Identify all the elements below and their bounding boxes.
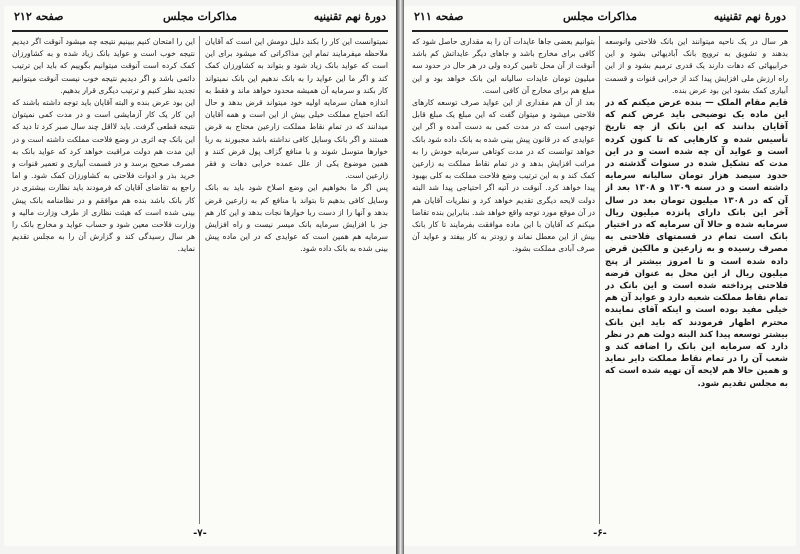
right-page [404, 6, 796, 546]
right-column-right [605, 36, 788, 524]
paragraph: این بود عرض بنده و البته آقایان باید توجه داشته باشند که این کار یک کار آزمایشی است و در مدت کمی نمیتوان نتیجه قطعی گرفت. باید لااقل چند سال صبر کرد تا دید که این بانک چه اثری در وضع فلاحت مملکت داشته است و در این مدت هم دولت مراقبت خواهد کرد که عواید بانک به مصرف صحیح برسد و در قسمت آبیاری و تعمیر قنوات و خرید بذر و ادوات فلاحتی به کشاورزان کمک شود. و اما راجع به تقاضای آقایان که فرمودند باید نظارت بیشتری در کار بانک باشد بنده هم موافقم و در نظامنامه بانک پیش بینی شده است که هیئت نظاری از طرف وزارت مالیه و وزارت فلاحت معین شود و حساب عواید و مخارج بانک را هر سال رسیدگی کند و گزارش آن را به مجلس تقدیم نماید. [12, 98, 195, 254]
right-page-number: -۶- [593, 528, 607, 539]
left-page-number: -۷- [193, 528, 207, 539]
right-session-title: دورهٔ نهم تقنینیه [713, 10, 786, 23]
right-column-left [412, 36, 595, 524]
left-header-rule [12, 30, 388, 32]
right-header-rule [412, 30, 788, 32]
left-page-header [4, 10, 396, 28]
book-gutter [396, 0, 404, 554]
left-column-divider [199, 36, 200, 524]
paragraph: هر سال در یک ناحیه میتوانند این بانک فلاحتی وانوسعه بدهند و تشویق به ترویج بانک آبادیهائی بشود و این خرابیهائی که دهات دارند یک قدری ترمیم بشود و از این راه ارزش ملی افزایش پیدا کند از خرابی قنوات و قسمت آبیاری کمک بشود این بود عرض بنده. [605, 37, 788, 95]
right-journal-title: مذاکرات مجلس [563, 10, 637, 23]
left-column-right [205, 36, 388, 524]
paragraph: بتوانیم بعضی جاها عایدات آن را به مقداری حاصل شود که کافی برای مخارج باشد و جاهای دیگر عایداتش کم باشد آنوقت از آن محل تامین کرده ولی در هر حال در حدود سه میلیون تومان عایدات سالیانه این بانک خواهد بود و این مبلغ هم برای مخارج آن کافی است. [412, 37, 595, 95]
paragraph: بعد از آن هم مقداری از این عواید صرف توسعه کارهای فلاحتی میشود و میتوان گفت که این مبلغ یک مبلغ قابل توجهی است که در مدت کمی به دست آمده و اگر این عوایدی که در قانون پیش بینی شده به بانک داده شود بانک خواهد توانست که در مدت کوتاهی سرمایه خودش را به مراتب افزایش بدهد و در تمام نقاط مملکت به زارعین کمک کند و به این ترتیب وضع فلاحت مملکت به کلی بهبود پیدا خواهد کرد. آنوقت در آتیه اگر احتیاجی پیدا شد البته دولت لایحه دیگری تقدیم خواهد کرد و نظریات آقایان هم در آن موقع مورد توجه واقع خواهد شد. بنابراین بنده تقاضا میکنم که آقایان با این ماده موافقت بفرمایند تا کار بانک بیش از این معطل نماند و زودتر به کار بیفتد و عواید آن صرف آبادی مملکت بشود. [412, 98, 595, 254]
right-page-label: صفحه ۲۱۱ [414, 10, 464, 23]
left-session-title: دورهٔ نهم تقنینیه [313, 10, 386, 23]
right-page-header [404, 10, 796, 28]
paragraph: این را امتحان کنیم ببینیم نتیجه چه میشود آنوقت اگر دیدیم نتیجه خوب است و عواید بانک زیاد شده و به کشاورزان کمک کرده است آنوقت میتوانیم بگوییم که باید این ترتیب دائمی باشد و اگر دیدیم نتیجه خوب نیست آنوقت میتوانیم تجدید نظر کنیم و ترتیب دیگری قرار بدهیم. [12, 37, 195, 95]
left-journal-title: مذاکرات مجلس [163, 10, 237, 23]
left-page-label: صفحه ۲۱۲ [14, 10, 64, 23]
right-column-divider [599, 36, 600, 524]
left-page [4, 6, 396, 546]
paragraph: نمیتوانست این کار را بکند دلیل دومش این است که آقایان ملاحظه میفرمایند تمام این مذاکراتی که میشود برای این است که عواید بانک زیاد شود و بتواند به کشاورزان کمک کند و اگر ما این عواید را به بانک ندهیم این بانک نمیتواند کار بکند و سرمایه آن همیشه محدود خواهد ماند و فقط به اندازه همان سرمایه اولیه خود میتواند قرض بدهد و حال آنکه احتیاج مملکت خیلی بیش از این است و همه آقایان میدانند که در تمام نقاط مملکت زارعین محتاج به قرض هستند و اگر بانک وسایل کافی نداشته باشد مجبورند به ربا خوارها متوسل شوند و با منافع گزاف پول قرض کنند و همین موضوع یکی از علل عمده خرابی دهات و فقر زارعین است. [205, 37, 388, 181]
paragraph: پس اگر ما بخواهیم این وضع اصلاح شود باید به بانک وسایل کافی بدهیم تا بتواند با منافع کم به زارعین قرض بدهد و آنها را از دست ربا خوارها نجات بدهد و این کار هم جز با افزایش سرمایه بانک میسر نیست و راه افزایش سرمایه هم همین است که عوایدی که در این ماده پیش بینی شده به بانک داده شود. [205, 183, 388, 254]
left-column-left [12, 36, 195, 524]
speaker-paragraph: قایم مقام الملک — بنده عرض میکنم که در این ماده یک توضیحی باید عرض کنم که آقایان بدانند که این بانک از چه تاریخ تأسیس شده و کارهایی که تا کنون کرده است و عواید آن چه شده است و در این مدت که تشکیل شده در سنوات گذشته در حدود سیصد هزار تومان سالیانه سرمایه داشته است و در سنه ۱۳۰۹ و ۱۳۰۸ بعد از آن که در ۱۳۰۸ میلیون تومان بعد در سال آخر این بانک دارای پانزده میلیون ریال سرمایه شده و حالا آن سرمایه که در اختیار بانک است تمام در قسمتهای فلاحتی به مصرف رسیده و به زارعین و مالکین قرض داده شده است و تا امروز بیشتر از پنج میلیون ریال از این محل به عنوان قرضه فلاحتی پرداخته شده است و این بانک در تمام نقاط مملکت شعبه دارد و عواید آن هم خیلی مفید بوده است و اینکه آقای نماینده محترم اظهار فرمودند که باید این بانک بیشتر توسعه پیدا کند البته دولت هم در نظر دارد که سرمایه این بانک را اضافه کند و شعب آن را در تمام نقاط مملکت دایر نماید و همین حالا هم لایحه آن تهیه شده است که به مجلس تقدیم شود. [605, 98, 788, 389]
